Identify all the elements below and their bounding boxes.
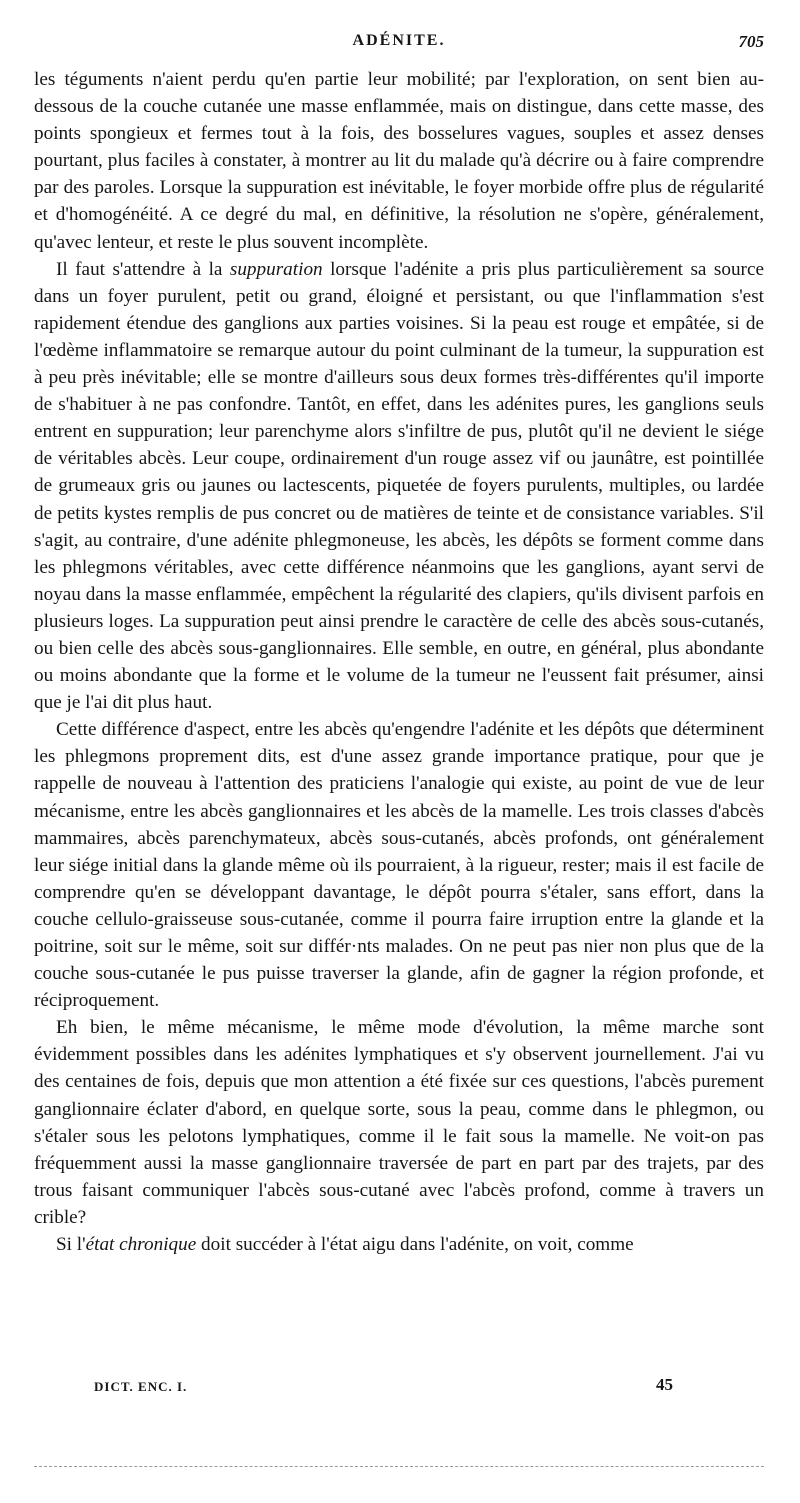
printer-signature: DICT. ENC. I.: [94, 1379, 188, 1394]
paragraph-2-start: Il faut s'attendre à la: [56, 258, 230, 280]
page-number: 705: [738, 32, 764, 51]
paragraph-2-rest: lorsque l'adénite a pris plus particulièrement sa source dans un foyer purulent, petit ou grand, éloigné et persistant, ou que l'inflammation s'est rapidement étendue des ganglions aux parties voisines. Si la peau est rouge et empâtée, si de l'œdème inflammatoire se remarque autour du point culminant de la tumeur, la suppuration est à peu près inévitable; elle se montre d'ailleurs sous deux formes très-différentes qu'il importe de s'habituer à ne pas confondre. Tantôt, en effet, dans les adénites pures, les ganglions seuls entrent en suppuration; leur parenchyme alors s'infiltre de pus, plutôt qu'il ne devient le siége de véritables abcès. Leur coupe, ordinairement d'un rouge assez vif ou jaunâtre, est pointillée de grumeaux gris ou jaunes ou lactescents, piquetée de foyers purulents, multiples, ou lardée de petits kystes remplis de pus concret ou de matières de teinte et de consistance variables. S'il s'agit, au contraire, d'une adénite phlegmoneuse, les abcès, les dépôts se forment comme dans les phlegmons véritables, avec cette différence néanmoins que les ganglions, ayant servi de noyau dans la masse enflammée, empêchent la régularité des clapiers, qu'ils divisent parfois en plusieurs loges. La suppuration peut ainsi prendre le caractère de celle des abcès sous-cutanés, ou bien celle des abcès sous-ganglionnaires. Elle semble, en outre, en général, plus abondante ou moins abondante que la forme et le volume de la tumeur ne l'eussent fait présumer, ainsi que je l'ai dit plus haut.: [34, 258, 764, 714]
running-title: ADÉNITE.: [352, 32, 446, 49]
running-head: [34, 32, 764, 56]
paragraph-5-start: Si l': [56, 1234, 86, 1256]
paragraph-2: [34, 256, 764, 717]
paragraph-5: [34, 1231, 764, 1258]
body-text: [34, 66, 764, 1258]
italic-term-etat-chronique: état chronique: [85, 1234, 197, 1256]
signature-line: [34, 1375, 764, 1399]
signature-number: 45: [656, 1375, 673, 1394]
italic-term-suppuration: suppuration: [229, 258, 323, 280]
paragraph-3: Cette différence d'aspect, entre les abcès qu'engendre l'adénite et les dépôts que déterminent les phlegmons proprement dits, est d'une assez grande importance pratique, pour que je rappelle de nouveau à l'attention des praticiens l'analogie qui existe, au point de vue de leur mécanisme, entre les abcès ganglionnaires et les abcès de la mamelle. Les trois classes d'abcès mammaires, abcès parenchymateux, abcès sous-cutanés, abcès profonds, ont généralement leur siége initial dans la glande même où ils pourraient, à la rigueur, rester; mais il est facile de comprendre qu'en se développant davantage, le dépôt pourra s'étaler, sans effort, dans la couche cellulo-graisseuse sous-cutanée, comme il pourra faire irruption entre la glande et la poitrine, soit sur le même, soit sur différ·nts malades. On ne peut pas nier non plus que de la couche sous-cutanée le pus puisse traverser la glande, afin de gagner la région profonde, et réciproquement.: [34, 719, 764, 1012]
paragraph-4: Eh bien, le même mécanisme, le même mode d'évolution, la même marche sont évidemment possibles dans les adénites lymphatiques et s'y observent journellement. J'ai vu des centaines de fois, depuis que mon attention a été fixée sur ces questions, l'abcès purement ganglionnaire éclater d'abord, en quelque sorte, sous la peau, comme dans le phlegmon, ou s'étaler sous les pelotons lymphatiques, comme il le fait sous la mamelle. Ne voit-on pas fréquemment aussi la masse ganglionnaire traversée de part en part par des trajets, par des trous faisant communiquer l'abcès sous-cutané avec l'abcès profond, comme à travers un crible?: [34, 1017, 764, 1228]
paragraph-1: les téguments n'aient perdu qu'en partie leur mobilité; par l'exploration, on sent bien au-dessous de la couche cutanée une masse enflammée, mais on distingue, dans cette masse, des points spongieux et fermes tout à la fois, des bosselures vagues, souples et assez denses pourtant, plus faciles à constater, à montrer au lit du malade qu'à décrire ou à faire comprendre par des paroles. Lorsque la suppuration est inévitable, le foyer morbide offre plus de régularité et d'homogénéité. A ce degré du mal, en définitive, la résolution ne s'opère, généralement, qu'avec lenteur, et reste le plus souvent incomplète.: [34, 69, 764, 253]
bottom-dotted-rule: [34, 1466, 764, 1467]
paragraph-5-rest: doit succéder à l'état aigu dans l'adénite, on voit, comme: [196, 1234, 634, 1256]
